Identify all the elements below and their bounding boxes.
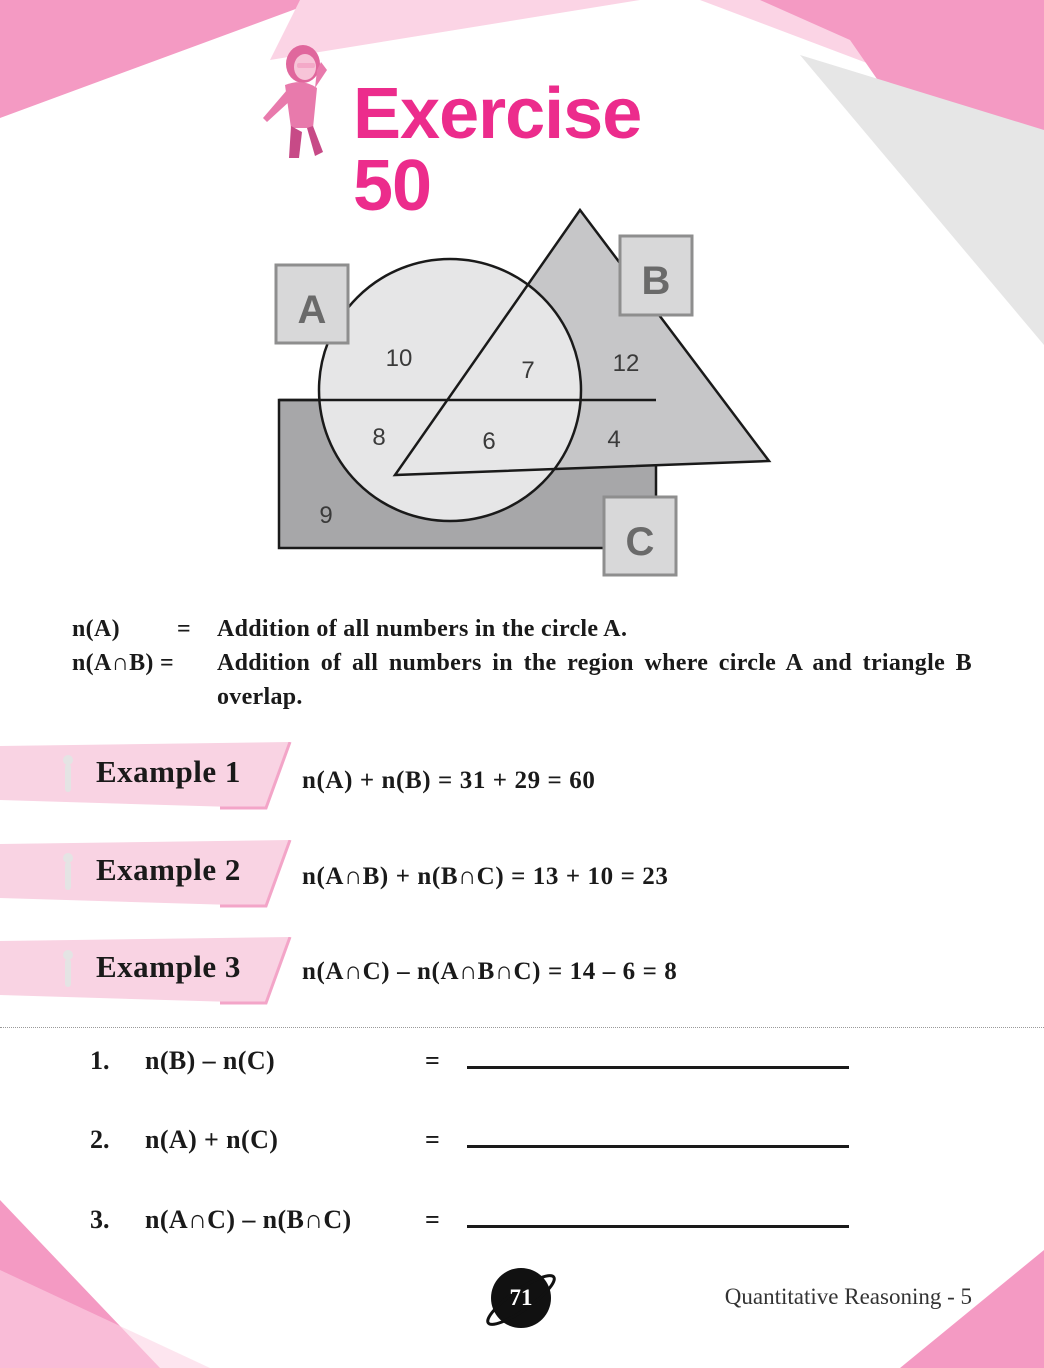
definition-term: n(A) (72, 616, 120, 642)
example-label: Example 3 (96, 949, 241, 984)
definitions (72, 612, 972, 714)
region-a-and-b: 7 (521, 357, 535, 384)
book-title: Quantitative Reasoning - 5 (724, 1284, 972, 1309)
circle-a-fill (319, 259, 581, 521)
example-tab (0, 840, 300, 910)
definition-row (72, 612, 972, 646)
set-label-c: C (625, 520, 655, 564)
page-number-badge (480, 1265, 562, 1335)
example-equation: n(A∩C) – n(A∩B∩C) = 14 – 6 = 8 (302, 958, 678, 985)
mascot-girl-icon (255, 40, 350, 165)
definition-text: Addition of all numbers in the region where circle A and triangle B overlap. (217, 650, 972, 710)
example-tab (0, 937, 300, 1007)
example-label: Example 2 (96, 852, 241, 887)
answer-line[interactable] (467, 1145, 849, 1148)
question-equals: = (425, 1125, 440, 1154)
question-expression: n(A) + n(C) (145, 1125, 279, 1154)
question-number: 3. (90, 1205, 110, 1234)
region-a-and-c: 8 (372, 424, 386, 451)
question-equals: = (425, 1205, 440, 1234)
question-number: 2. (90, 1125, 110, 1154)
region-a-b-c: 6 (482, 428, 496, 455)
example-equation: n(A∩B) + n(B∩C) = 13 + 10 = 23 (302, 863, 669, 890)
region-c-only: 9 (319, 502, 333, 529)
definition-text: Addition of all numbers in the circle A. (217, 616, 628, 642)
region-b-only: 12 (612, 350, 640, 377)
question-equals: = (425, 1046, 440, 1075)
region-a-only: 10 (385, 345, 413, 372)
exercise-header (255, 40, 725, 226)
example-tab (0, 742, 300, 812)
set-label-a: A (297, 288, 327, 332)
example-equation: n(A) + n(B) = 31 + 29 = 60 (302, 767, 596, 794)
definition-term: n(A∩B) = (72, 650, 174, 676)
question-number: 1. (90, 1046, 110, 1075)
answer-line[interactable] (467, 1066, 849, 1069)
page-title: Exercise 50 (353, 74, 642, 226)
region-b-and-c: 4 (607, 426, 621, 453)
definition-equals: = (177, 616, 191, 642)
definition-row (72, 646, 972, 714)
question-expression: n(A∩C) – n(B∩C) (145, 1205, 352, 1234)
dotted-divider (0, 1027, 1044, 1028)
page-number: 71 (509, 1285, 533, 1310)
question-expression: n(B) – n(C) (145, 1046, 276, 1075)
answer-line[interactable] (467, 1225, 849, 1228)
example-label: Example 1 (96, 754, 241, 789)
set-label-b: B (641, 259, 671, 303)
venn-diagram (270, 205, 780, 585)
